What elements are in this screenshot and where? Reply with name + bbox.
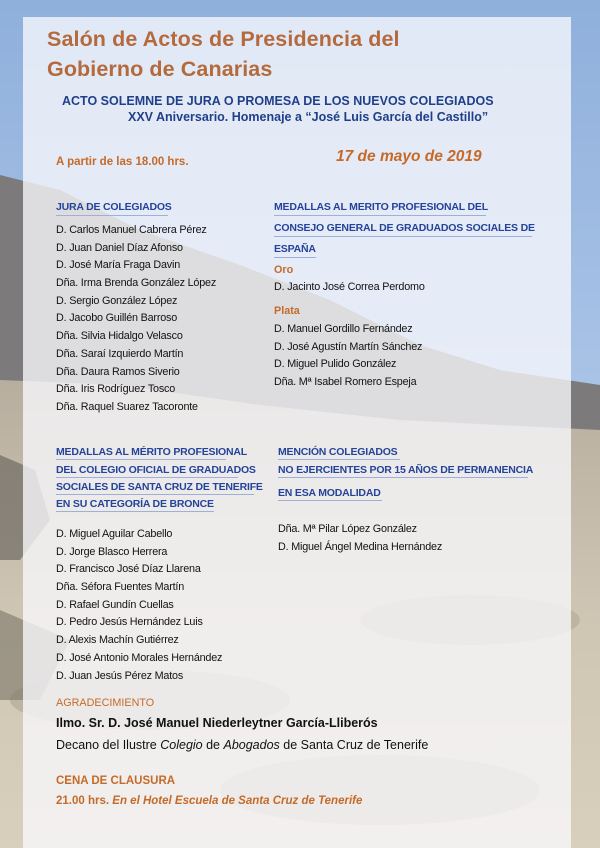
role-text: de <box>202 738 224 752</box>
list-item: D. José Antonio Morales Hernández <box>56 651 223 664</box>
cena-heading: CENA DE CLAUSURA <box>56 775 176 787</box>
mencion-heading-line1: MENCIÓN COLEGIADOS <box>278 446 398 458</box>
oro-list <box>274 279 425 297</box>
list-item: Dña. Raquel Suarez Tacoronte <box>56 400 198 413</box>
jura-underline <box>56 215 168 216</box>
agradecimiento-role <box>56 738 428 752</box>
colegio-heading-line4: EN SU CATEGORÍA DE BRONCE <box>56 498 214 510</box>
mencion-heading-line3: EN ESA MODALIDAD <box>278 487 381 499</box>
cena-place: En el Hotel Escuela de Santa Cruz de Tenerife <box>112 795 363 807</box>
subtitle-line1: ACTO SOLEMNE DE JURA O PROMESA DE LOS NUEVOS COLEGIADOS <box>62 94 494 108</box>
consejo-underline-1 <box>274 215 486 216</box>
list-item: D. Alexis Machín Gutiérrez <box>56 634 179 647</box>
list-item: D. Pedro Jesús Hernández Luis <box>56 616 203 629</box>
colegio-heading-line2: DEL COLEGIO OFICIAL DE GRADUADOS <box>56 464 256 476</box>
list-item: D. Miguel Pulido González <box>274 358 397 370</box>
list-item: Dña. Iris Rodríguez Tosco <box>56 383 176 396</box>
colegio-underline-4 <box>56 511 214 512</box>
list-item: Dña. Silvia Hidalgo Velasco <box>56 330 183 343</box>
consejo-underline-2 <box>274 236 532 237</box>
colegio-underline-2 <box>56 477 238 478</box>
role-text-italic: Abogados <box>223 738 280 752</box>
plata-list <box>274 321 422 391</box>
title-line2: Gobierno de Canarias <box>47 57 273 81</box>
plata-label: Plata <box>274 305 300 317</box>
agradecimiento-heading: AGRADECIMIENTO <box>56 697 155 709</box>
list-item: D. Jorge Blasco Herrera <box>56 545 168 558</box>
consejo-heading-line2: CONSEJO GENERAL DE GRADUADOS SOCIALES DE <box>274 222 535 234</box>
list-item: D. Sergio González López <box>56 294 178 307</box>
list-item: Dña. Irma Brenda González López <box>56 277 217 290</box>
jura-list <box>56 222 216 417</box>
list-item: D. Jacobo Guillén Barroso <box>56 312 178 325</box>
subtitle-line2: XXV Aniversario. Homenaje a “José Luis García del Castillo” <box>128 110 489 124</box>
mencion-underline-1 <box>278 459 400 460</box>
list-item: D. Rafael Gundín Cuellas <box>56 598 174 611</box>
list-item: D. Miguel Aguilar Cabello <box>56 528 173 540</box>
start-time: A partir de las 18.00 hrs. <box>56 156 189 168</box>
list-item: Dña. Daura Ramos Siverio <box>56 365 180 378</box>
role-text: de Santa Cruz de Tenerife <box>279 738 429 752</box>
list-item: D. Francisco José Díaz Llarena <box>56 563 201 576</box>
colegio-underline-1 <box>56 459 226 460</box>
mencion-heading-line2: NO EJERCIENTES POR 15 AÑOS DE PERMANENCIA <box>278 464 534 476</box>
consejo-heading-line3: ESPAÑA <box>274 243 316 255</box>
colegio-heading-line3: SOCIALES DE SANTA CRUZ DE TENERIFE <box>56 481 263 493</box>
colegio-heading-line1: MEDALLAS AL MÉRITO PROFESIONAL <box>56 446 247 458</box>
oro-label: Oro <box>274 264 294 276</box>
list-item: D. Juan Daniel Díaz Afonso <box>56 241 183 254</box>
list-item: Dña. Séfora Fuentes Martín <box>56 581 185 594</box>
event-date: 17 de mayo de 2019 <box>336 148 482 165</box>
consejo-heading-line1: MEDALLAS AL MERITO PROFESIONAL DEL <box>274 201 488 213</box>
mencion-underline-3 <box>278 500 382 501</box>
list-item: D. José María Fraga Davin <box>56 259 181 272</box>
colegio-list <box>56 526 222 685</box>
jura-heading: JURA DE COLEGIADOS <box>56 201 172 213</box>
list-item: D. Juan Jesús Pérez Matos <box>56 669 184 682</box>
title-line1: Salón de Actos de Presidencia del <box>47 27 400 51</box>
list-item: D. Miguel Ángel Medina Hernández <box>278 540 443 553</box>
role-text: Decano del Ilustre <box>56 738 161 752</box>
list-item: Dña. Saraí Izquierdo Martín <box>56 347 184 360</box>
colegio-underline-3 <box>56 494 254 495</box>
consejo-underline-3 <box>274 257 316 258</box>
list-item: Dña. Mª Pilar López González <box>278 523 417 535</box>
cena-line <box>56 795 362 807</box>
agradecimiento-name: Ilmo. Sr. D. José Manuel Niederleytner García-Lliberós <box>56 716 378 730</box>
list-item: D. Carlos Manuel Cabrera Pérez <box>56 224 207 236</box>
cena-time: 21.00 hrs. <box>56 795 110 807</box>
list-item: D. Jacinto José Correa Perdomo <box>274 281 425 293</box>
list-item: D. José Agustín Martín Sánchez <box>274 340 423 353</box>
list-item: D. Manuel Gordillo Fernández <box>274 323 413 335</box>
list-item: Dña. Mª Isabel Romero Espeja <box>274 375 417 388</box>
role-text-italic: Colegio <box>160 738 203 752</box>
mencion-underline-2 <box>278 477 528 478</box>
mencion-list <box>278 521 442 556</box>
